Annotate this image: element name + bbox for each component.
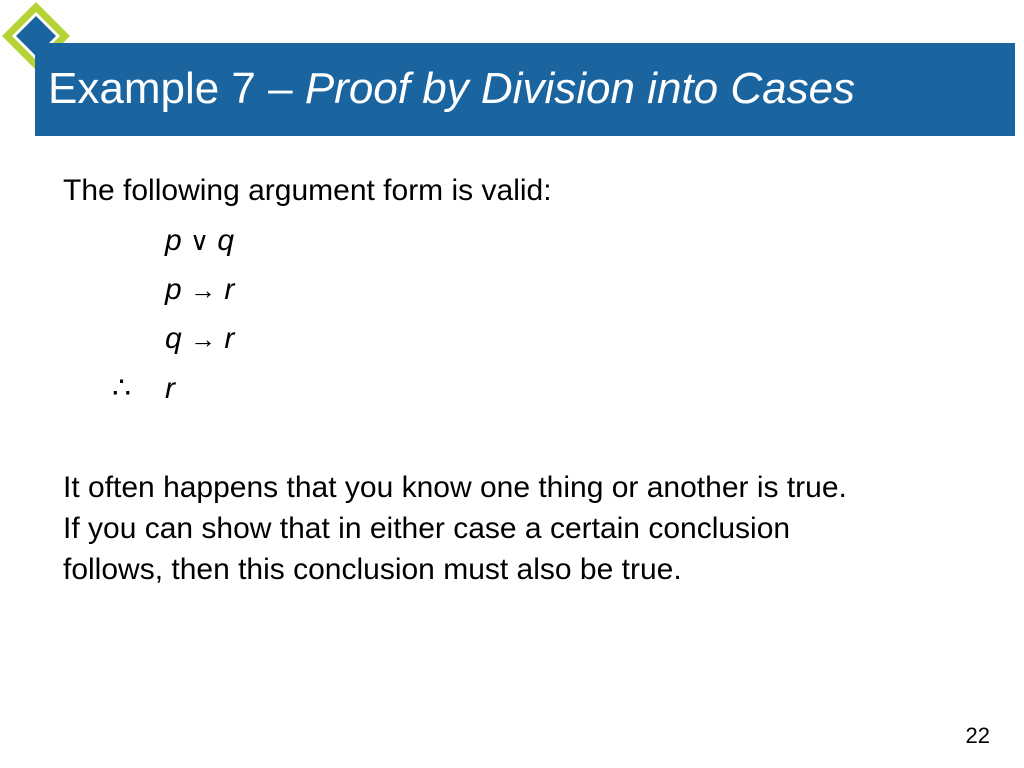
- explanation-paragraph: [63, 467, 993, 590]
- intro-text: The following argument form is valid:: [63, 174, 552, 207]
- paragraph-line-3: follows, then this conclusion must also be true.: [63, 553, 682, 586]
- premise-2-left: p: [165, 273, 182, 306]
- premise-3-left: q: [165, 322, 182, 355]
- premise-1-left: p: [165, 224, 182, 257]
- premise-1: [165, 222, 234, 260]
- premise-1-right: q: [217, 224, 235, 257]
- premise-1-op: ∨: [190, 226, 210, 256]
- premise-3-op: →: [190, 324, 217, 354]
- premise-2: [165, 271, 234, 309]
- premise-3: [165, 320, 234, 358]
- page-number: 22: [965, 723, 990, 748]
- therefore-symbol: ∴: [112, 372, 132, 405]
- premise-2-op: →: [190, 275, 217, 305]
- paragraph-line-2: If you can show that in either case a certain conclusion: [63, 512, 791, 545]
- paragraph-line-1: It often happens that you know one thing or another is true.: [63, 471, 847, 504]
- title-plain: Example 7 –: [48, 64, 305, 113]
- conclusion: r: [165, 372, 175, 405]
- premise-2-right: r: [224, 273, 235, 306]
- slide-title: [48, 60, 855, 118]
- title-italic: Proof by Division into Cases: [304, 64, 856, 113]
- premise-3-right: r: [224, 322, 235, 355]
